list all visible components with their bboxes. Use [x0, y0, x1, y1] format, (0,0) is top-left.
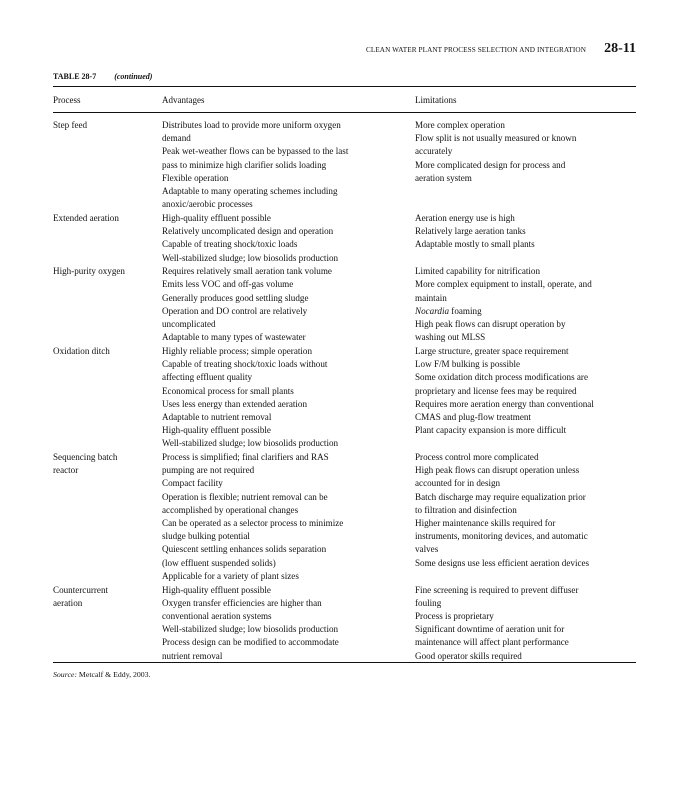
- cell-line: Fine screening is required to prevent diffuser: [415, 584, 579, 595]
- cell-line: washing out MLSS: [415, 332, 486, 343]
- limitations-cell: [415, 584, 640, 663]
- advantages-cell: [162, 451, 407, 583]
- limitations-cell: [415, 345, 640, 437]
- cell-line: Emits less VOC and off-gas volume: [162, 279, 294, 290]
- cell-line: fouling: [415, 597, 442, 608]
- cell-line: Economical process for small plants: [162, 385, 294, 396]
- cell-line: Large structure, greater space requirement: [415, 345, 569, 356]
- cell-line: High-quality effluent possible: [162, 425, 271, 436]
- cell-line: Uses less energy than extended aeration: [162, 398, 308, 409]
- cell-line: Adaptable to nutrient removal: [162, 411, 272, 422]
- cell-line: Some oxidation ditch process modifications are: [415, 372, 588, 383]
- cell-line: instruments, monitoring devices, and automatic: [415, 531, 588, 542]
- cell-line: proprietary and license fees may be required: [415, 385, 577, 396]
- cell-line: accounted for in design: [415, 478, 501, 489]
- cell-line: Countercurrent: [53, 584, 109, 595]
- cell-line: Relatively large aeration tanks: [415, 226, 526, 237]
- table-bottom-rule: [53, 662, 636, 663]
- cell-line: valves: [415, 544, 439, 555]
- cell-line: Applicable for a variety of plant sizes: [162, 570, 299, 581]
- advantages-cell: [162, 345, 407, 451]
- cell-line: affecting effluent quality: [162, 372, 253, 383]
- table-caption: [53, 72, 152, 81]
- cell-line: Good operator skills required: [415, 650, 522, 661]
- cell-line: High-purity oxygen: [53, 266, 125, 277]
- cell-line: Can be operated as a selector process to minimize: [162, 518, 344, 529]
- cell-line: anoxic/aerobic processes: [162, 199, 253, 210]
- cell-line: (low effluent suspended solids): [162, 557, 276, 568]
- cell-line: Operation is flexible; nutrient removal can be: [162, 491, 328, 502]
- cell-line: pumping are not required: [162, 465, 255, 476]
- column-header-process: Process: [53, 95, 81, 105]
- cell-line: Process design can be modified to accommodate: [162, 637, 339, 648]
- table-continued-note: (continued): [114, 72, 153, 81]
- cell-line: Well-stabilized sludge; low biosolids production: [162, 252, 339, 263]
- column-header-advantages: Advantages: [162, 95, 205, 105]
- process-cell: [53, 265, 158, 278]
- cell-line: Oxygen transfer efficiencies are higher than: [162, 597, 322, 608]
- table-source-note: [53, 670, 151, 679]
- cell-line: Requires relatively small aeration tank volume: [162, 266, 332, 277]
- cell-line: High-quality effluent possible: [162, 584, 271, 595]
- cell-line: Flow split is not usually measured or known: [415, 133, 577, 144]
- cell-line: Distributes load to provide more uniform oxygen: [162, 120, 341, 130]
- cell-line: More complicated design for process and: [415, 159, 566, 170]
- cell-line: Well-stabilized sludge; low biosolids production: [162, 438, 339, 449]
- source-label: Source:: [53, 670, 77, 679]
- process-cell: [53, 119, 158, 132]
- cell-line: Generally produces good settling sludge: [162, 292, 309, 303]
- cell-line: Requires more aeration energy than conventional: [415, 398, 594, 409]
- process-cell: [53, 212, 158, 225]
- cell-line: More complex operation: [415, 120, 505, 130]
- limitations-cell: [415, 119, 640, 185]
- cell-line: Compact facility: [162, 478, 223, 489]
- advantages-cell: [162, 119, 407, 211]
- cell-line: to filtration and disinfection: [415, 504, 517, 515]
- cell-line: Operation and DO control are relatively: [162, 305, 308, 316]
- cell-line: Flexible operation: [162, 172, 229, 183]
- cell-line: High-quality effluent possible: [162, 212, 271, 223]
- cell-line: Plant capacity expansion is more difficult: [415, 425, 567, 436]
- cell-line: Well-stabilized sludge; low biosolids production: [162, 624, 339, 635]
- source-text: Metcalf & Eddy, 2003.: [78, 670, 151, 679]
- table-label: TABLE 28-7: [53, 72, 97, 81]
- cell-line: accurately: [415, 146, 453, 157]
- cell-line: maintain: [415, 292, 447, 303]
- cell-line: demand: [162, 133, 191, 144]
- table-top-rule: [53, 86, 636, 87]
- table-header-rule: [53, 112, 636, 113]
- cell-line: Aeration energy use is high: [415, 212, 515, 223]
- cell-line: Oxidation ditch: [53, 345, 110, 356]
- cell-line: Step feed: [53, 120, 88, 130]
- limitations-cell: [415, 451, 640, 570]
- cell-line: reactor: [53, 465, 79, 476]
- cell-line: Capable of treating shock/toxic loads: [162, 239, 298, 250]
- cell-line: CMAS and plug-flow treatment: [415, 411, 531, 422]
- advantages-cell: [162, 584, 407, 663]
- advantages-cell: [162, 212, 407, 265]
- page-number: 28-11: [604, 41, 636, 56]
- cell-line: Adaptable mostly to small plants: [415, 239, 535, 250]
- limitations-cell: [415, 212, 640, 252]
- running-header: [53, 40, 636, 60]
- cell-line: Adaptable to many operating schemes including: [162, 186, 338, 197]
- process-cell: [53, 345, 158, 358]
- cell-line: Low F/M bulking is possible: [415, 359, 521, 370]
- process-cell: [53, 451, 158, 477]
- cell-line: High peak flows can disrupt operation unless: [415, 465, 580, 476]
- cell-line: More complex equipment to install, operate, and: [415, 279, 592, 290]
- cell-line: conventional aeration systems: [162, 610, 272, 621]
- cell-line: Peak wet-weather flows can be bypassed to the last: [162, 146, 349, 157]
- cell-line: High peak flows can disrupt operation by: [415, 319, 566, 329]
- cell-line: maintenance will affect plant performance: [415, 637, 569, 648]
- cell-line: uncomplicated: [162, 319, 216, 329]
- cell-line: aeration: [53, 597, 83, 608]
- process-cell: [53, 584, 158, 610]
- cell-line: Process control more complicated: [415, 452, 539, 462]
- cell-line: sludge bulking potential: [162, 531, 250, 542]
- column-header-limitations: Limitations: [415, 95, 457, 105]
- running-header-title: CLEAN WATER PLANT PROCESS SELECTION AND INTEGRATION: [365, 46, 586, 54]
- cell-line: nutrient removal: [162, 650, 223, 661]
- cell-line: Process is simplified; final clarifiers and RAS: [162, 452, 329, 462]
- cell-line: Significant downtime of aeration unit for: [415, 624, 565, 635]
- cell-line: Sequencing batch: [53, 452, 118, 462]
- cell-line: pass to minimize high clarifier solids loading: [162, 159, 327, 170]
- cell-line: Relatively uncomplicated design and operation: [162, 226, 334, 237]
- cell-line: Capable of treating shock/toxic loads without: [162, 359, 328, 370]
- cell-line: Batch discharge may require equalization prior: [415, 491, 586, 502]
- cell-line: Adaptable to many types of wastewater: [162, 332, 306, 343]
- limitations-cell: [415, 265, 640, 344]
- cell-line: Highly reliable process; simple operation: [162, 345, 313, 356]
- cell-line: Quiescent settling enhances solids separation: [162, 544, 327, 555]
- cell-line: Higher maintenance skills required for: [415, 518, 556, 529]
- cell-line: Limited capability for nitrification: [415, 266, 540, 277]
- cell-line: accomplished by operational changes: [162, 504, 299, 515]
- cell-line: Extended aeration: [53, 212, 119, 223]
- cell-line: Process is proprietary: [415, 610, 494, 621]
- advantages-cell: [162, 265, 407, 344]
- cell-line: Nocardia foaming: [415, 305, 482, 316]
- cell-line: Some designs use less efficient aeration devices: [415, 557, 590, 568]
- cell-line: aeration system: [415, 172, 472, 183]
